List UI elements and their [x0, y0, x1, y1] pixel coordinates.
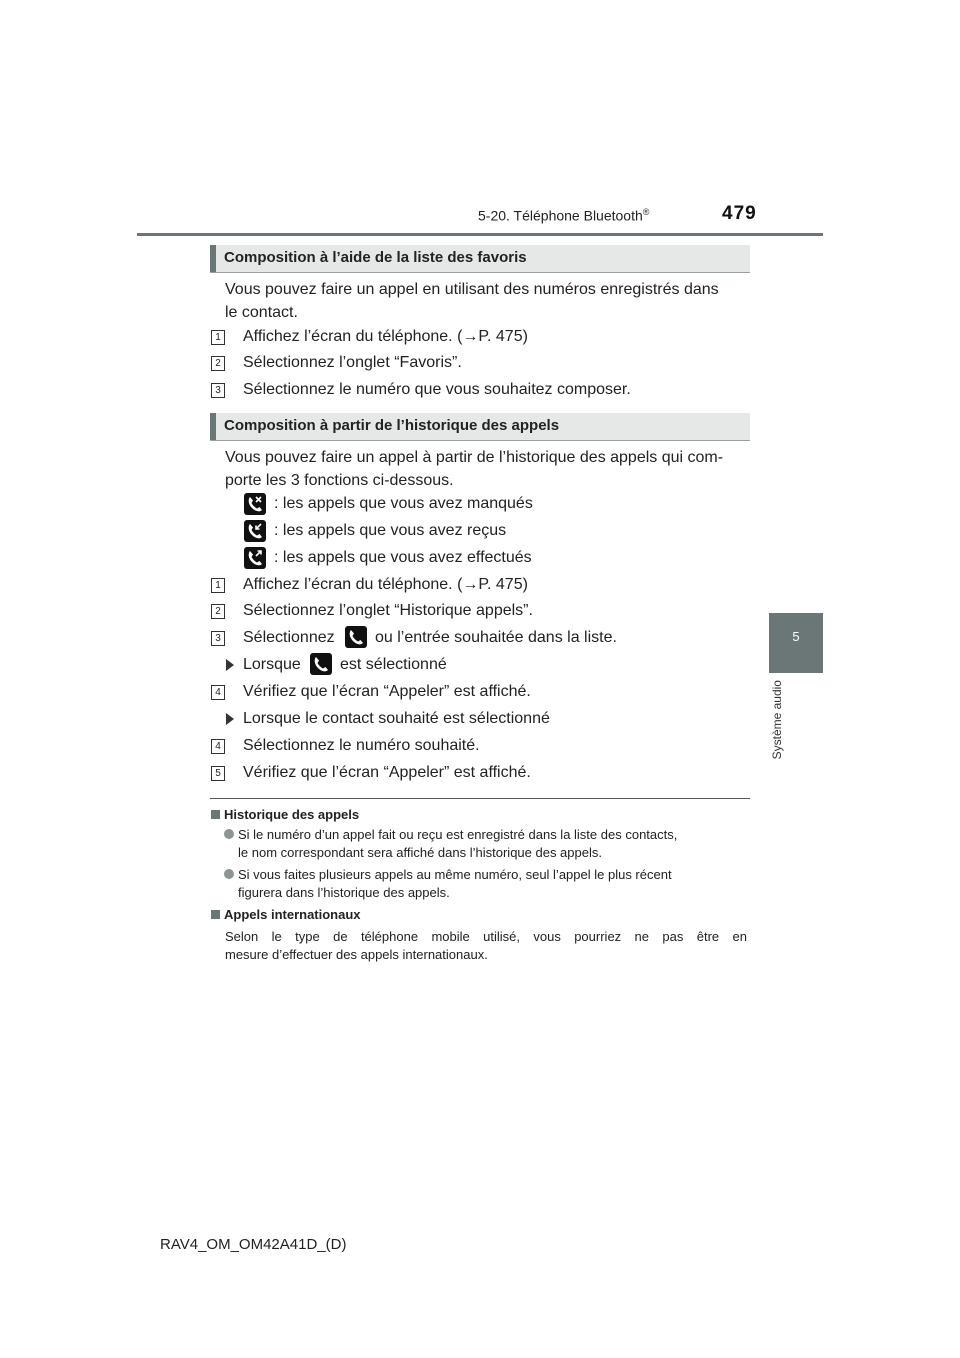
header-rule: [137, 233, 823, 236]
note-title: Historique des appels: [211, 807, 359, 822]
step-text: Sélectionnez l’onglet “Historique appels”.: [243, 602, 533, 619]
step-number-box: 5: [211, 766, 225, 781]
case-text: Lorsque le contact souhaité est sélectionné: [243, 710, 550, 727]
function-text: : les appels que vous avez reçus: [274, 522, 507, 539]
history-intro: Vous pouvez faire un appel à partir de l’historique des appels qui com- porte les 3 fonctions ci-dessous.: [225, 449, 724, 489]
step-number-box: 1: [211, 330, 225, 345]
step-text: Affichez l’écran du téléphone. (→P. 475): [243, 328, 528, 345]
note-square-icon: [211, 810, 220, 819]
favorites-intro: Vous pouvez faire un appel en utilisant des numéros enregistrés dans le contact.: [225, 281, 719, 321]
case-arrow-icon: [226, 659, 234, 671]
note-bullet: Si le numéro d’un appel fait ou reçu est enregistré dans la liste des contacts, le nom correspondant sera affiché dans l’historique des appels.: [224, 826, 750, 862]
step-number-box: 1: [211, 578, 225, 593]
received-call-icon: [244, 520, 266, 542]
bullet-dot-icon: [224, 869, 234, 879]
case-text-post: est sélectionné: [340, 656, 447, 673]
step-text-pre: Sélectionnez: [243, 629, 335, 646]
step-text: Vérifiez que l’écran “Appeler” est affiché.: [243, 683, 531, 700]
document-code: RAV4_OM_OM42A41D_(D): [160, 1236, 347, 1253]
registered-mark: ®: [642, 207, 650, 217]
step-number-box: 3: [211, 383, 225, 398]
outgoing-call-icon: [244, 547, 266, 569]
step-text: Sélectionnez le numéro que vous souhaitez composer.: [243, 381, 631, 398]
phone-icon: [345, 626, 367, 648]
note-paragraph: Selon le type de téléphone mobile utilisé, vous pourriez ne pas être en mesure d’effectuer des appels internationaux.: [225, 929, 747, 962]
step-text-post: ou l’entrée souhaitée dans la liste.: [375, 629, 617, 646]
step-text: Affichez l’écran du téléphone. (→P. 475): [243, 576, 528, 593]
note-bullet: Si vous faites plusieurs appels au même numéro, seul l’appel le plus récent figurera dans l’historique des appels.: [224, 866, 750, 902]
case-text-pre: Lorsque: [243, 656, 301, 673]
chapter-number: 5: [792, 629, 800, 644]
favorites-heading: Composition à l’aide de la liste des favoris: [210, 245, 750, 273]
case-arrow-icon: [226, 713, 234, 725]
note-title: Appels internationaux: [211, 907, 361, 922]
step-number-box: 3: [211, 631, 225, 646]
step-text: Sélectionnez l’onglet “Favoris”.: [243, 354, 462, 371]
page-number: 479: [722, 203, 757, 224]
function-text: : les appels que vous avez manqués: [274, 495, 533, 512]
step-number-box: 2: [211, 604, 225, 619]
bullet-dot-icon: [224, 829, 234, 839]
function-text: : les appels que vous avez effectués: [274, 549, 532, 566]
step-number-box: 4: [211, 739, 225, 754]
step-text: Sélectionnez le numéro souhaité.: [243, 737, 480, 754]
step-number-box: 4: [211, 685, 225, 700]
missed-call-icon: [244, 493, 266, 515]
step-text: Vérifiez que l’écran “Appeler” est affiché.: [243, 764, 531, 781]
section-title: 5-20. Téléphone Bluetooth®: [478, 207, 650, 224]
step-number-box: 2: [211, 356, 225, 371]
chapter-label: Système audio: [770, 680, 784, 760]
history-heading: Composition à partir de l’historique des appels: [210, 413, 750, 441]
notes-rule: [210, 798, 750, 799]
phone-icon: [310, 653, 332, 675]
note-square-icon: [211, 910, 220, 919]
